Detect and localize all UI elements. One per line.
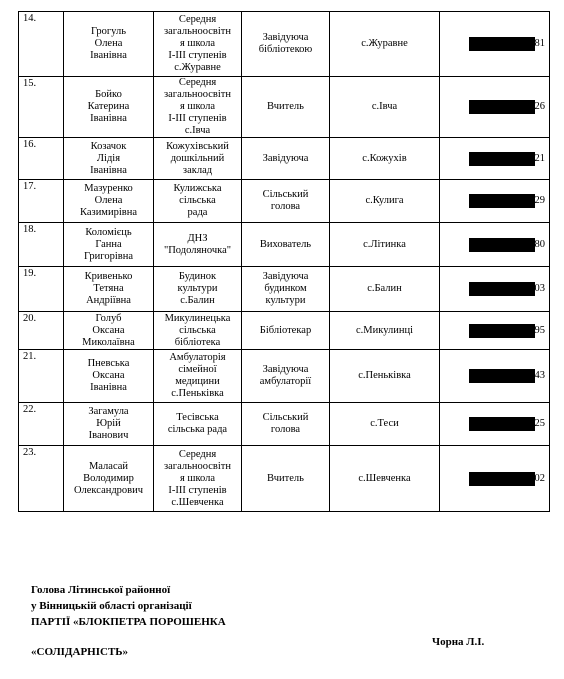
phone-suffix: 95 — [534, 324, 545, 336]
village-name: с.Теси — [370, 418, 399, 429]
village-name: с.Шевченка — [358, 472, 411, 484]
phone-suffix: 80 — [534, 238, 545, 250]
row-number: 18. — [23, 224, 37, 235]
position-title: Завідуюча бібліотекою — [258, 32, 313, 55]
row-number: 22. — [23, 404, 37, 415]
person-name: Коломієць Ганна Григорівна — [84, 226, 133, 262]
person-name: Голуб Оксана Миколаївна — [82, 312, 135, 348]
redaction-bar — [469, 472, 535, 486]
phone-suffix: 43 — [534, 370, 545, 381]
row-number: 17. — [23, 181, 37, 192]
row-number: 19. — [23, 268, 37, 279]
person-name: Мазуренко Олена Казимирівна — [80, 183, 137, 218]
village-name: с.Пеньківка — [358, 370, 411, 381]
redaction-bar — [469, 369, 535, 383]
phone-suffix: 03 — [534, 283, 545, 294]
phone-number — [442, 417, 547, 431]
signer-name: Чорна Л.І. — [432, 636, 485, 648]
table-body — [19, 12, 550, 512]
footer-line-3: ПАРТІЇ «БЛОКПЕТРА ПОРОШЕНКА — [31, 616, 226, 628]
person-name: Бойко Катерина Іванівна — [87, 89, 130, 124]
person-name: Грогуль Олена Іванівна — [90, 26, 127, 61]
organization: Середня загальноосвітн я школа І-ІІІ ступенів с.Івча — [163, 77, 232, 136]
table-row — [19, 180, 550, 223]
table-row — [19, 223, 550, 267]
phone-suffix: 26 — [534, 101, 545, 112]
position-title: Сільський голова — [262, 412, 309, 435]
footer-line-1: Голова Літинської районної — [31, 584, 171, 596]
row-number: 16. — [23, 139, 37, 150]
organization: Середня загальноосвітн я школа І-ІІІ ступенів с.Шевченка — [163, 448, 232, 508]
row-number: 20. — [23, 313, 37, 324]
phone-suffix: 21 — [534, 152, 545, 164]
row-number: 14. — [23, 13, 37, 24]
person-name: Кривенько Тетяна Андріївна — [84, 271, 133, 306]
organization: Кулижська сільська рада — [173, 183, 222, 218]
redaction-bar — [469, 417, 535, 431]
position-title: Завідуюча амбулаторії — [259, 364, 312, 387]
organization: Тесівська сільська рада — [167, 412, 228, 435]
row-number: 21. — [23, 351, 37, 362]
organization: Амбулаторія сімейної медицини с.Пеньківка — [169, 352, 226, 399]
village-name: с.Івча — [371, 101, 398, 112]
phone-suffix: 25 — [534, 418, 545, 429]
table-row — [19, 12, 550, 77]
row-number: 15. — [23, 78, 37, 89]
footer-line-2: у Вінницькій області організації — [31, 600, 192, 612]
village-name: с.Балин — [367, 283, 402, 294]
table-row — [19, 267, 550, 312]
organization: Будинок культури с.Балин — [177, 271, 218, 306]
table-row — [19, 312, 550, 350]
phone-number — [442, 194, 547, 208]
village-name: с.Кулига — [365, 195, 404, 206]
village-name: с.Микулинці — [356, 324, 413, 336]
person-name: Козачок Лідія Іванівна — [90, 140, 127, 176]
phone-number — [442, 472, 547, 486]
participants-table — [18, 11, 550, 512]
person-name: Маласай Володимир Олександрович — [73, 460, 144, 496]
organization: Микулинецька сільська бібліотека — [164, 312, 231, 348]
phone-suffix: 29 — [534, 195, 545, 206]
redaction-bar — [469, 37, 535, 51]
phone-suffix: 02 — [534, 472, 545, 484]
person-name: Пневська Оксана Іванівна — [87, 358, 130, 393]
village-name: с.Журавне — [361, 38, 408, 49]
table-row — [19, 446, 550, 512]
phone-number — [442, 282, 547, 296]
redaction-bar — [469, 100, 535, 114]
organization: ДНЗ "Подоляночка" — [163, 232, 232, 256]
redaction-bar — [469, 194, 535, 208]
redaction-bar — [469, 152, 535, 166]
redaction-bar — [469, 324, 535, 338]
phone-number — [442, 37, 547, 51]
village-name: с.Кожухів — [362, 152, 407, 164]
phone-number — [442, 324, 547, 338]
position-title: Бібліотекар — [259, 324, 312, 336]
phone-suffix: 81 — [534, 38, 545, 49]
phone-number — [442, 369, 547, 383]
row-number: 23. — [23, 447, 37, 458]
position-title: Вчитель — [267, 101, 304, 112]
redaction-bar — [469, 282, 535, 296]
village-name: с.Літинка — [363, 238, 406, 250]
table-row — [19, 138, 550, 180]
phone-number — [442, 238, 547, 252]
redaction-bar — [469, 238, 535, 252]
position-title: Вихователь — [259, 238, 312, 250]
table-row — [19, 403, 550, 446]
position-title: Завідуюча — [262, 152, 309, 164]
phone-number — [442, 100, 547, 114]
table-row — [19, 77, 550, 138]
footer-line-4: «СОЛІДАРНІСТЬ» — [31, 646, 129, 658]
table-row — [19, 350, 550, 403]
position-title: Завідуюча будинком культури — [262, 271, 309, 306]
person-name: Загамула Юрій Іванович — [88, 406, 129, 441]
phone-number — [442, 152, 547, 166]
organization: Кожухівський дошкільний заклад — [166, 140, 229, 176]
signature-block — [31, 582, 226, 660]
position-title: Вчитель — [267, 472, 304, 484]
position-title: Сільський голова — [262, 189, 309, 212]
organization: Середня загальноосвітн я школа І-ІІІ ступенів с.Журавне — [163, 14, 232, 73]
